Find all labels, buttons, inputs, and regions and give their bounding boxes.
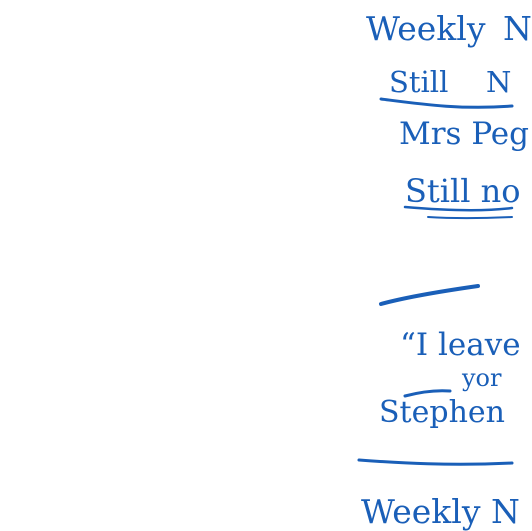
bottom-cut-title: Weekly N bbox=[361, 492, 520, 531]
yor-line: yor bbox=[462, 364, 502, 392]
stephen-line: Stephen bbox=[379, 395, 505, 430]
quote-line: “I leave bbox=[400, 327, 521, 363]
still-no-line: Still no bbox=[405, 172, 521, 210]
still-heading-left: Still bbox=[389, 65, 449, 99]
mrs-peg-line: Mrs Peg bbox=[399, 116, 529, 152]
still-heading-right: N bbox=[486, 65, 512, 99]
weekly-title-cut-letter: N bbox=[503, 9, 532, 48]
weekly-title: Weekly bbox=[366, 9, 486, 48]
